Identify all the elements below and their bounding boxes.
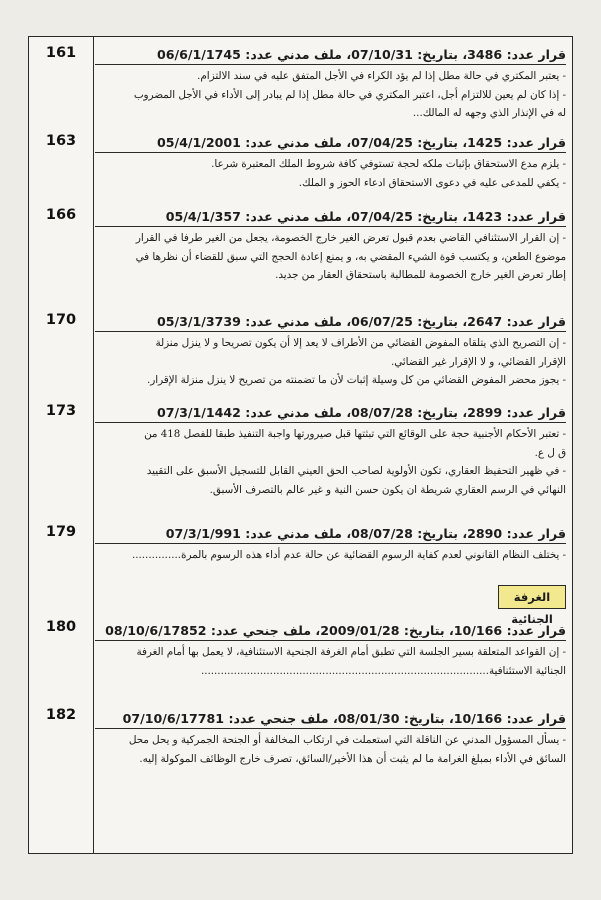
page-number: 173: [45, 403, 77, 419]
heading-rule: [95, 728, 566, 729]
decision-heading: قرار عدد: 1423، بتاريخ: 07/04/25، ملف مدني عدد: 05/4/1/357: [165, 209, 566, 224]
decision-entry: [95, 133, 566, 192]
decision-line: السائق في الأداء بمبلغ الغرامة ما لم يثبت أن هذا الأخير/السائق، تصرف خارج الوظائف الموكولة إليه.: [139, 752, 566, 765]
heading-rule: [95, 640, 566, 641]
decision-line: - يكفي للمدعى عليه في دعوى الاستحقاق ادعاء الحوز و الملك.: [298, 176, 566, 189]
decision-heading: قرار عدد: 10/166، بتاريخ: 08/01/30، ملف جنحي عدد: 07/10/6/17781: [122, 711, 566, 726]
decision-line: إطار تعرض الغير خارج الخصومة للمطالبة باستحقاق العقار من جديد.: [275, 269, 566, 282]
section-tag-criminal-chamber: الغرفة الجنائية: [498, 585, 566, 609]
page-number: 170: [45, 312, 77, 328]
decision-entry: [95, 45, 566, 123]
decision-heading: قرار عدد: 3486، بتاريخ: 07/10/31، ملف مدني عدد: 06/6/1/1745: [157, 47, 566, 62]
heading-rule: [95, 226, 566, 227]
page-number: 166: [45, 207, 77, 223]
page-number: 180: [45, 619, 77, 635]
decision-line: - في ظهير التحفيظ العقاري، تكون الأولوية لصاحب الحق العيني القابل للتسجيل الأسبق على التقييد: [146, 465, 566, 478]
table-frame: [28, 36, 573, 854]
page-number: 179: [45, 524, 77, 540]
column-divider: [93, 37, 94, 853]
heading-rule: [95, 543, 566, 544]
decision-entry: [95, 524, 566, 565]
decision-heading: قرار عدد: 10/166، بتاريخ: 2009/01/28، ملف جنحي عدد: 08/10/6/17852: [105, 623, 566, 638]
page-number: 182: [45, 707, 77, 723]
decision-line: - يلزم مدع الاستحقاق بإثبات ملكه لحجة تستوفي كافة شروط الملك المعتبرة شرعا.: [211, 158, 566, 170]
decision-entry: [95, 207, 566, 285]
decision-heading: قرار عدد: 1425، بتاريخ: 07/04/25، ملف مدني عدد: 05/4/1/2001: [157, 135, 566, 150]
decision-line: موضوع الطعن، و يكتسب قوة الشيء المقضي به، و يمنع إعادة الحجج التي سبق للقضاء أن نظرها في: [135, 250, 566, 263]
decision-heading: قرار عدد: 2647، بتاريخ: 06/07/25، ملف مدني عدد: 05/3/1/3739: [157, 314, 566, 329]
decision-line: - إن القرار الاستئنافي القاضي بعدم قبول تعرض الغير خارج الخصومة، يجعل من الغير طرفا في القرار: [135, 232, 566, 244]
decision-line: - يجوز محضر المفوض القضائي من كل وسيلة إثبات لأن ما تضمنته من تصريح لا ينزل منزلة الإقرار.: [146, 374, 566, 387]
decision-line: - إن القواعد المتعلقة بسير الجلسة التي تطبق أمام الغرفة الجنحية الاستئنافية، لا يعمل بها أمام الغرفة: [136, 646, 566, 658]
decision-line: النهائي في الرسم العقاري شريطة ان يكون حسن النية و غير عالم بالتصرف الأسبق.: [209, 483, 566, 496]
decision-line: - يسأل المسؤول المدني عن الناقلة التي استعملت في ارتكاب المخالفة أو الجنحة الجمركية و يحل محل: [128, 734, 566, 746]
decision-line: - إن التصريح الذي يتلقاه المفوض القضائي من الأطراف لا يعد إلا أن يكون تصريحا و لا ينزل منزلة: [155, 337, 566, 349]
page-number-column: [29, 37, 93, 853]
page-number: 161: [45, 45, 77, 61]
entries-column: [95, 37, 566, 853]
page-number: 163: [45, 133, 77, 149]
decision-line: - تعتبر الأحكام الأجنبية حجة على الوقائع التي تبثتها قبل صيرورتها واجبة التنفيذ طبقا للفصل 418 من: [144, 428, 566, 440]
decision-entry: [95, 312, 566, 390]
decision-heading: قرار عدد: 2899، بتاريخ: 08/07/28، ملف مدني عدد: 07/3/1/1442: [157, 405, 566, 420]
heading-rule: [95, 422, 566, 423]
heading-rule: [95, 331, 566, 332]
decision-entry: [95, 709, 566, 768]
decision-line: - إذا كان لم يعين للالتزام أجل، اعتبر المكتري في حالة مطل إذا لم يبادر إلى الأداء في الأجل المضروب: [133, 88, 566, 101]
decision-line: الجنائية الاستئنافية........................................................................................: [200, 664, 566, 677]
decision-line: الإقرار القضائي، و لا الإقرار غير القضائي.: [390, 355, 566, 368]
decision-heading: قرار عدد: 2890، بتاريخ: 08/07/28، ملف مدني عدد: 07/3/1/991: [165, 526, 566, 541]
decision-line: ق ل ع.: [534, 446, 566, 459]
decision-line: له في الإنذار الذي وجهه له المالك...: [412, 107, 566, 120]
decision-entry: [95, 403, 566, 499]
decision-entry: [95, 621, 566, 680]
decision-line: - يختلف النظام القانوني لعدم كفاية الرسوم القضائية عن حالة عدم أداء هذه الرسوم بالمرة...............: [131, 549, 566, 561]
decision-line: - يعتبر المكتري في حالة مطل إذا لم يؤد الكراء في الأجل المتفق عليه في سند الالتزام.: [197, 70, 566, 82]
heading-rule: [95, 64, 566, 65]
heading-rule: [95, 152, 566, 153]
